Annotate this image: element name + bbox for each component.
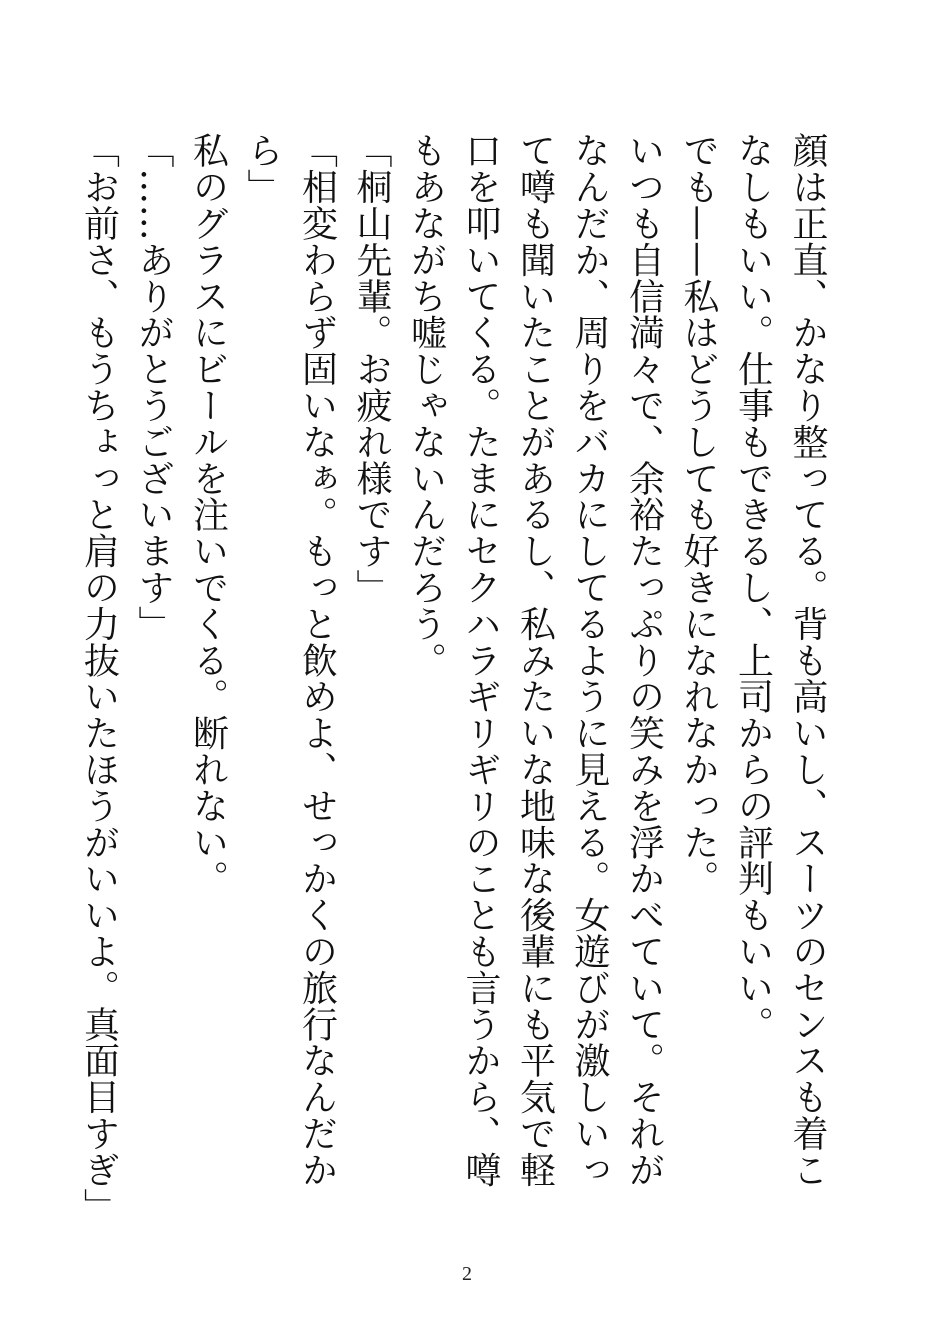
paragraph: 私のグラスにビールを注いでくる。断れない。 xyxy=(187,132,229,897)
dialogue-line: 「お前さ、もうちょっと肩の力抜いたほうがいいよ。真面目すぎ」 xyxy=(78,132,120,1224)
dialogue-line: 「桐山先輩。お疲れ様です」 xyxy=(351,132,392,606)
paragraph: 顔は正直、かなり整ってる。背も高いし、スーツのセンスも着こなしもいい。仕事もできるし、上司からの評判もいい。 xyxy=(732,132,828,1188)
dialogue-line: 「相変わらず固いなぁ。もっと飲めよ、せっかくの旅行なんだから」 xyxy=(242,132,338,1188)
paragraph: いつも自信満々で、余裕たっぷりの笑みを浮かべていて。それがなんだか、周りをバカにしてるように見える。女遊びが激しいって噂も聞いたことがあるし、私みたいな地味な後輩にも平気で軽口を叩いてくる。たまにセクハラギリギリのことも言うから、噂もあながち嘘じゃないんだろう。 xyxy=(405,132,665,1188)
paragraph: でも——私はどうしても好きになれなかった。 xyxy=(678,132,719,897)
vertical-text-body xyxy=(78,132,834,1224)
dialogue-line: 「……ありがとうございます」 xyxy=(133,132,174,642)
page-number: 2 xyxy=(462,1263,472,1285)
